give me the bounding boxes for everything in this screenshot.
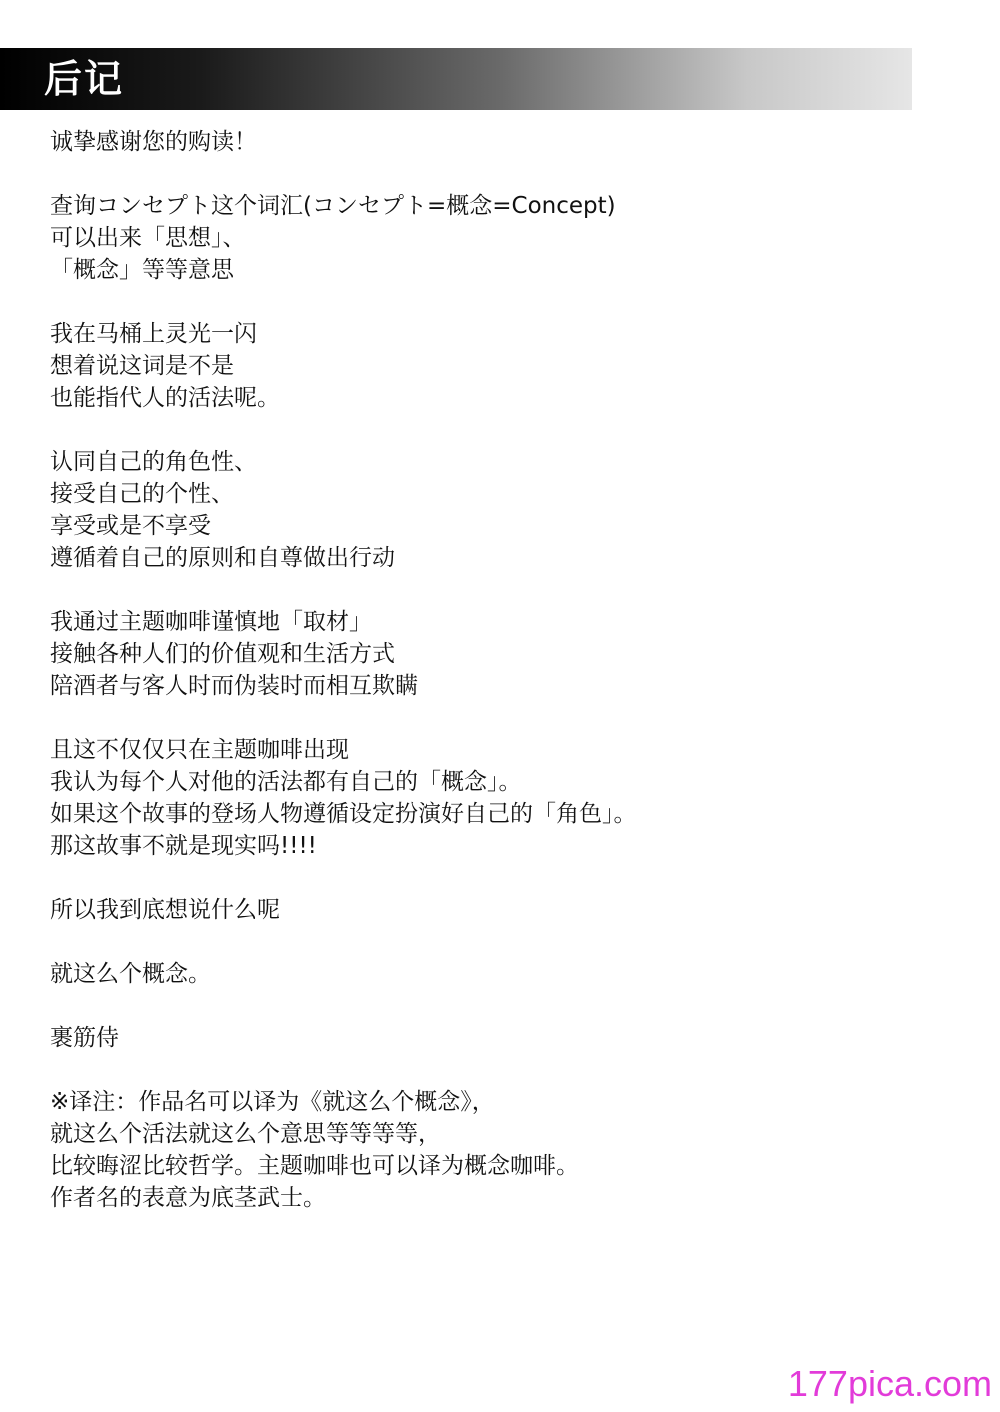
text-line: 享受或是不享受: [50, 513, 211, 539]
text-line: 就这么个概念。: [50, 961, 211, 987]
text-line: 我通过主题咖啡谨慎地「取材」: [50, 609, 372, 635]
afterword-body: [50, 126, 750, 1246]
text-line: 诚挚感谢您的购读！: [50, 129, 257, 155]
paragraph-research: [50, 606, 750, 702]
text-line: 比较晦涩比较哲学。主题咖啡也可以译为概念咖啡。: [50, 1153, 579, 1179]
watermark: 177pica.com: [787, 1363, 992, 1404]
text-line: 可以出来「思想」、: [50, 225, 246, 251]
text-line: 陪酒者与客人时而伪装时而相互欺瞒: [50, 673, 418, 699]
paragraph-inspiration: [50, 318, 750, 414]
text-line: 想着说这词是不是: [50, 353, 234, 379]
header-bar: [0, 48, 912, 110]
text-line: 遵循着自己的原则和自尊做出行动: [50, 545, 395, 571]
text-line: 所以我到底想说什么呢: [50, 897, 280, 923]
paragraph-reality: [50, 734, 750, 862]
text-line: ※译注：作品名可以译为《就这么个概念》，: [50, 1089, 495, 1115]
text-line: 接触各种人们的价值观和生活方式: [50, 641, 395, 667]
text-line: 「概念」等等意思: [50, 257, 234, 283]
text-line: 我认为每个人对他的活法都有自己的「概念」。: [50, 769, 522, 795]
paragraph-thanks: [50, 126, 750, 158]
text-line: 接受自己的个性、: [50, 481, 234, 507]
text-line: 认同自己的角色性、: [50, 449, 257, 475]
text-line: 作者名的表意为底茎武士。: [50, 1185, 326, 1211]
author-name: 裹筋侍: [50, 1025, 119, 1051]
page-title: 后记: [44, 57, 125, 101]
text-line: 就这么个活法就这么个意思等等等等，: [50, 1121, 441, 1147]
text-line: 且这不仅仅只在主题咖啡出现: [50, 737, 349, 763]
author-signature: [50, 1022, 750, 1054]
translator-note: [50, 1086, 750, 1214]
paragraph-concept-definition: [50, 190, 750, 286]
text-line: 查询コンセプト这个词汇(コンセプト=概念=Concept): [50, 193, 616, 219]
text-line: 那这故事不就是现实吗!!!!: [50, 833, 317, 859]
paragraph-question: [50, 894, 750, 926]
text-line: 也能指代人的活法呢。: [50, 385, 280, 411]
paragraph-character: [50, 446, 750, 574]
text-line: 我在马桶上灵光一闪: [50, 321, 257, 347]
text-line: 如果这个故事的登场人物遵循设定扮演好自己的「角色」。: [50, 801, 637, 827]
paragraph-conclusion: [50, 958, 750, 990]
